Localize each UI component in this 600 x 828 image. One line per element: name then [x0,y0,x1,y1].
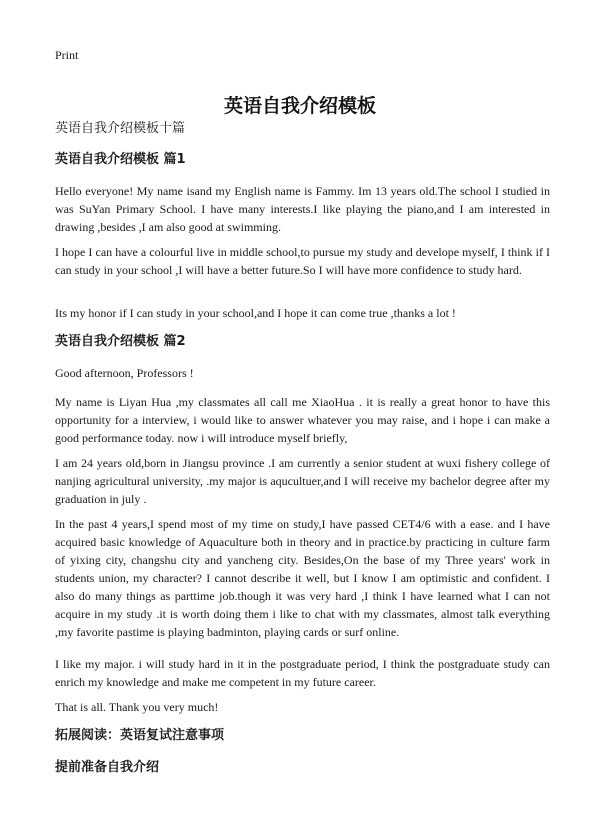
print-label[interactable]: Print [55,48,79,62]
document-subtitle: 英语自我介绍模板十篇 [55,121,186,136]
section-2-paragraph-1: Good afternoon, Professors ! [55,366,194,380]
section-2-heading: 英语自我介绍模板 篇2 [55,334,186,349]
section-2-paragraph-4: In the past 4 years,I spend most of my time on study,I have passed CET4/6 with a ease. and I have acquired basic knowledge of Aquaculture both in theory and in practice.by practicing in culture farm of yixing city, changshu city and yancheng city. Besides,On the base of my Three years' work in students union, my character? I cannot describe it well, but I know I am optimistic and confident. I also do many things as parttime job.though it was very hard ,I think I have learned what I can not acquire in my study .it is worth doing them i like to chat with my classmates, almost talk everything ,my favorite pastime is playing badminton, playing cards or surf online. [55,517,550,639]
section-2-paragraph-6: That is all. Thank you very much! [55,700,219,714]
section-2-paragraph-3: I am 24 years old,born in Jiangsu province .I am currently a senior student at wuxi fishery college of nanjing agricultural university, .my major is aqucultuer,and I will receive my bachelor degree after my graduation in july . [55,456,550,506]
section-1-paragraph-2: I hope I can have a colourful live in middle school,to pursue my study and develope myself, I think if I can study in your school ,I will have a better future.So I will have more confidence to study hard. [55,245,550,277]
extended-reading-heading: 拓展阅读：英语复试注意事项 [55,728,225,743]
section-1-paragraph-3: Its my honor if I can study in your school,and I hope it can come true ,thanks a lot ! [55,306,456,320]
prepare-introduction-heading: 提前准备自我介绍 [55,760,160,775]
section-1-paragraph-1: Hello everyone! My name isand my English name is Fammy. Im 13 years old.The school I studied in was SuYan Primary School. I have many interests.I like playing the piano,and I am interested in drawing ,besides ,I am also good at swimming. [55,184,550,234]
document-title: 英语自我介绍模板 [223,94,376,117]
section-2-paragraph-5: I like my major. i will study hard in it in the postgraduate period, I think the postgraduate study can enrich my knowledge and make me competent in my future career. [55,657,550,689]
section-2-paragraph-2: My name is Liyan Hua ,my classmates all call me XiaoHua . it is really a great honor to have this opportunity for a interview, i would like to answer whatever you may raise, and i hope i can make a good performance today. now i will introduce myself briefly, [55,395,550,445]
section-1-heading: 英语自我介绍模板 篇1 [55,152,186,167]
